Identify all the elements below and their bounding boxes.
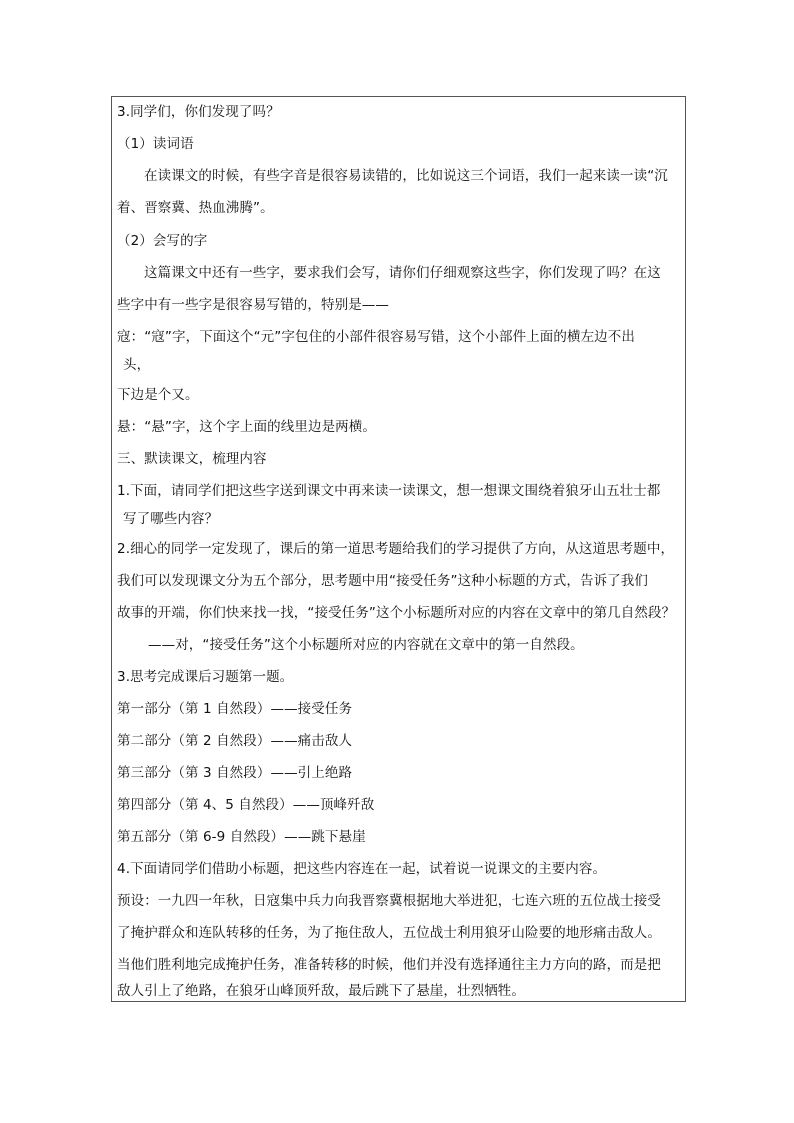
item2-answer: ——对，“接受任务”这个小标题所对应的内容就在文章中的第一自然段。 [148,637,584,653]
item1-line1: 1.下面，请同学们把这些字送到课文中再来读一读课文，想一想课文围绕着狼牙山五壮士都 [117,483,661,499]
item4-heading: 4.下面请同学们借助小标题，把这些内容连在一起，试着说一说课文的主要内容。 [117,861,607,877]
item2-line2: 我们可以发现课文分为五个部分，思考题中用“接受任务”这种小标题的方式，告诉了我们 [117,573,648,589]
item1-line2: 写了哪些内容？ [123,511,219,527]
sub2-paragraph-line1: 这篇课文中还有一些字，要求我们会写，请你们仔细观察这些字，你们发现了吗？在这 [144,265,661,281]
section3-title: 3.同学们，你们发现了吗？ [117,104,280,120]
part-list-item: 第五部分（第 6-9 自然段）——跳下悬崖 [117,829,366,845]
item2-line1: 2.细心的同学一定发现了，课后的第一道思考题给我们的学习提供了方向，从这道思考题中， [117,541,675,557]
preset-line2: 了掩护群众和连队转移的任务，为了拖住敌人，五位战士利用狼牙山险要的地形痛击敌人。 [117,925,661,941]
part-list-item: 第一部分（第 1 自然段）——接受任务 [117,701,353,717]
part-list-item: 第二部分（第 2 自然段）——痛击敌人 [117,733,353,749]
item2-line3: 故事的开端，你们快来找一找，“接受任务”这个小标题所对应的内容在文章中的第几自然段？ [117,605,676,621]
kou-note-line3: 下边是个又。 [117,387,199,403]
sub2-paragraph-line2: 些字中有一些字是很容易写错的，特别是—— [117,297,389,313]
part3-heading: 三、默读课文，梳理内容 [117,451,267,467]
sub1-paragraph-line2: 着、晋察冀、热血沸腾”。 [117,200,274,216]
xuan-note: 悬：“悬”字，这个字上面的线里边是两横。 [117,419,376,435]
preset-line1: 预设：一九四一年秋，日寇集中兵力向我晋察冀根据地大举进犯，七连六班的五位战士接受 [117,893,661,909]
preset-line4: 敌人引上了绝路，在狼牙山峰顶歼敌，最后跳下了悬崖，壮烈牺牲。 [117,983,525,999]
item3-heading: 3.思考完成课后习题第一题。 [117,669,294,685]
kou-note-line1: 寇：“寇”字，下面这个“元”字包住的小部件很容易写错，这个小部件上面的横左边不出 [117,329,635,345]
kou-note-line2: 头， [123,357,151,373]
sub1-heading: （1）读词语 [117,136,194,152]
sub2-heading: （2）会写的字 [117,233,208,249]
sub1-paragraph-line1: 在读课文的时候，有些字音是很容易读错的，比如说这三个词语，我们一起来读一读“沉 [144,168,668,184]
part-list-item: 第三部分（第 3 自然段）——引上绝路 [117,765,353,781]
part-list-item: 第四部分（第 4、5 自然段）——顶峰歼敌 [117,797,375,813]
preset-line3: 当他们胜利地完成掩护任务，准备转移的时候，他们并没有选择通往主力方向的路，而是把 [117,957,661,973]
